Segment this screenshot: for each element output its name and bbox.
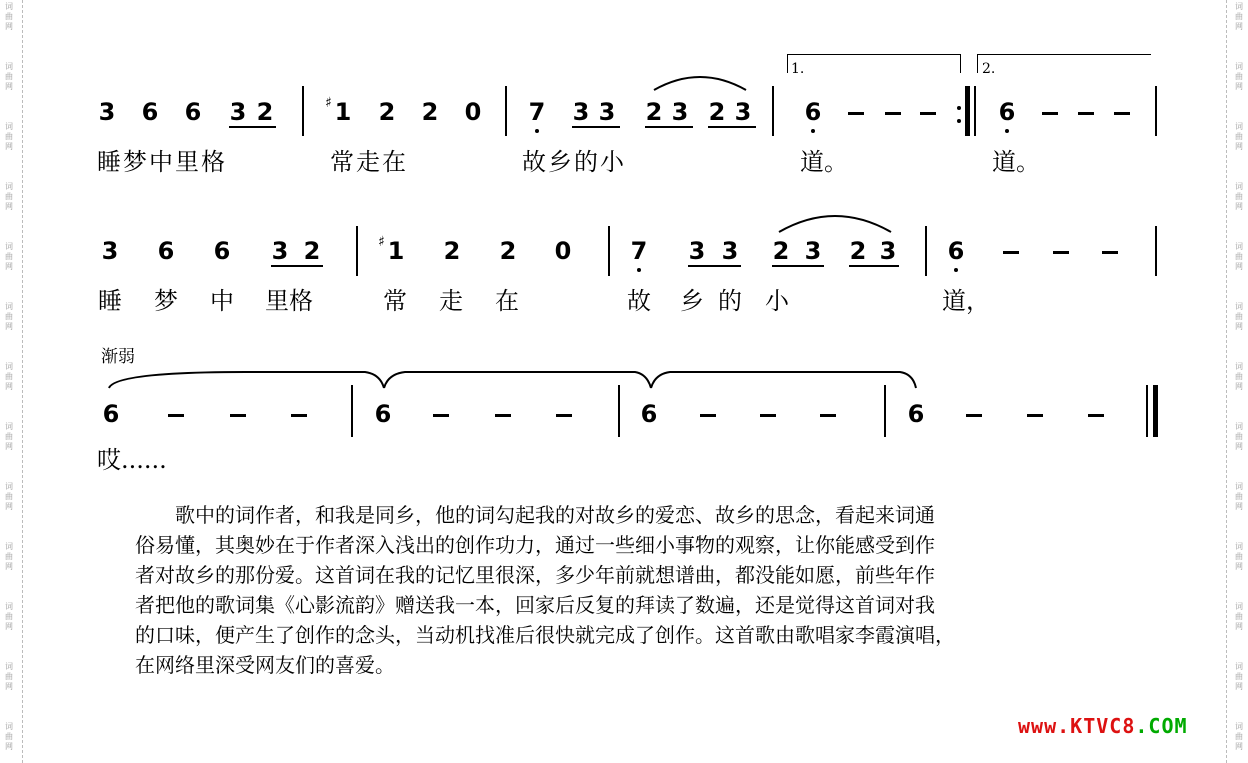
description-paragraph [135,500,1145,680]
watermark-text: 词 曲 网 [1235,2,1243,31]
volta-1-bracket [787,54,961,73]
lyric: 小 [765,287,789,315]
note: 3 [879,237,897,265]
watermark-text: 词 曲 网 [5,602,13,631]
paragraph-line: 在网络里深受网友们的喜爱。 [135,653,395,677]
note: 3 [271,237,289,265]
barline [356,226,358,276]
note: 2 [378,98,396,126]
right-border-line [1226,0,1227,763]
lyric: 走 [439,287,463,315]
barline [772,86,774,136]
note: 6 [141,98,159,126]
note: 7 [630,237,648,265]
eighth-underline [572,126,620,128]
watermark-text: 词 曲 网 [5,122,13,151]
dash [920,112,936,115]
lyric: 道。 [992,148,1040,176]
paragraph-line: 俗易懂，其奥妙在于作者深入浅出的创作功力，通过一些细小事物的观察，让你能感受到作 [135,533,935,557]
dash [760,414,776,417]
right-watermark [1232,0,1246,763]
barline [1155,86,1157,136]
paragraph-line: 者对故乡的那份爱。这首词在我的记忆里很深，多少年前就想谱曲，都没能如愿，前些年作 [135,563,935,587]
lyric: 睡 [98,287,122,315]
dash [848,112,864,115]
note: 6 [998,98,1016,126]
watermark-text: 词 曲 网 [5,422,13,451]
low-octave-dot [637,268,641,272]
logo-com: .COM [1135,714,1188,738]
lyric: 哎...... [97,446,167,474]
watermark-text: 词 曲 网 [1235,422,1243,451]
watermark-text: 词 曲 网 [1235,242,1243,271]
dash [1053,251,1069,254]
dash [556,414,572,417]
note: 3 [98,98,116,126]
dash [433,414,449,417]
dash [1088,414,1104,417]
dash [1003,251,1019,254]
note: 3 [688,237,706,265]
volta-2-bracket [977,54,1151,73]
volta-2-label: 2. [982,61,996,77]
note: 3 [101,237,119,265]
slur-1 [650,70,750,92]
note: 6 [102,400,120,428]
note: 6 [907,400,925,428]
watermark-text: 词 曲 网 [1235,662,1243,691]
lyric: 故乡的小 [522,148,626,176]
watermark-text: 词 曲 网 [1235,62,1243,91]
site-logo[interactable] [1018,714,1188,738]
final-barline-thick [1153,385,1158,437]
barline [618,385,620,437]
sharp-sign: ♯ [378,234,385,250]
note: 6 [157,237,175,265]
dash [1027,414,1043,417]
lyric: 乡 [680,287,704,315]
barline [925,226,927,276]
eighth-underline [271,265,323,267]
lyric: 在 [495,287,519,315]
paragraph-line: 者把他的歌词集《心影流韵》赠送我一本，回家后反复的拜读了数遍，还是觉得这首词对我 [135,593,935,617]
watermark-text: 词 曲 网 [1235,482,1243,511]
note: 3 [804,237,822,265]
watermark-text: 词 曲 网 [5,482,13,511]
repeat-dot [957,106,961,110]
note: 2 [421,98,439,126]
note: 2 [303,237,321,265]
volta-1-label: 1. [791,61,805,77]
barline [608,226,610,276]
dash [230,414,246,417]
lyric: 道， [942,287,990,315]
note: 3 [572,98,590,126]
note: 2 [443,237,461,265]
lyric: 道。 [800,148,848,176]
eighth-underline [772,265,824,267]
note: 1 [334,98,352,126]
watermark-text: 词 曲 网 [5,362,13,391]
note: 2 [256,98,274,126]
dash [700,414,716,417]
note: 6 [184,98,202,126]
logo-www: www. [1018,714,1071,738]
slur-2 [775,208,895,234]
watermark-text: 词 曲 网 [1235,722,1243,751]
note: 2 [849,237,867,265]
note: 3 [598,98,616,126]
repeat-barline-thin [974,86,976,136]
dash [495,414,511,417]
lyric: 常走在 [330,148,408,176]
eighth-underline [849,265,899,267]
barline [302,86,304,136]
watermark-text: 词 曲 网 [5,2,13,31]
note: 2 [499,237,517,265]
dash [966,414,982,417]
low-octave-dot [811,129,815,133]
lyric: 梦 [154,287,178,315]
lyric: 中 [210,287,234,315]
dash [1102,251,1118,254]
note: 6 [374,400,392,428]
lyric: 常 [383,287,407,315]
logo-ktv: KTVC8 [1070,714,1136,738]
repeat-dot [957,119,961,123]
dash [1114,112,1130,115]
watermark-text: 词 曲 网 [1235,122,1243,151]
lyric: 睡梦中里格 [97,148,227,176]
low-octave-dot [1005,129,1009,133]
dash [291,414,307,417]
note: 3 [734,98,752,126]
low-octave-dot [954,268,958,272]
dash [1042,112,1058,115]
low-octave-dot [535,129,539,133]
note: 3 [721,237,739,265]
note: 2 [708,98,726,126]
slur-ties [105,366,920,392]
watermark-text: 词 曲 网 [1235,302,1243,331]
lyric: 的 [718,287,742,315]
lyric: 故 [627,287,651,315]
watermark-text: 词 曲 网 [1235,602,1243,631]
repeat-barline-thick [965,86,970,136]
note: 6 [640,400,658,428]
note: 2 [772,237,790,265]
note: 2 [645,98,663,126]
dash [168,414,184,417]
watermark-text: 词 曲 网 [5,182,13,211]
final-barline-thin [1146,385,1148,437]
barline [351,385,353,437]
note: 0 [464,98,482,126]
watermark-text: 词 曲 网 [5,662,13,691]
paragraph-line: 歌中的词作者，和我是同乡，他的词勾起我的对故乡的爱恋、故乡的思念，看起来词通 [135,503,935,527]
sharp-sign: ♯ [325,95,332,111]
note: 3 [671,98,689,126]
dynamic-marking: 渐弱 [101,347,135,367]
left-border-line [22,0,23,763]
note: 0 [554,237,572,265]
watermark-text: 词 曲 网 [5,62,13,91]
dash [820,414,836,417]
note: 1 [387,237,405,265]
watermark-text: 词 曲 网 [1235,362,1243,391]
barline [1155,226,1157,276]
eighth-underline [229,126,276,128]
note: 6 [213,237,231,265]
watermark-text: 词 曲 网 [5,542,13,571]
eighth-underline [688,265,741,267]
barline [505,86,507,136]
eighth-underline [708,126,756,128]
watermark-text: 词 曲 网 [1235,182,1243,211]
eighth-underline [645,126,693,128]
note: 7 [528,98,546,126]
watermark-text: 词 曲 网 [1235,542,1243,571]
note: 6 [947,237,965,265]
watermark-text: 词 曲 网 [5,242,13,271]
dash [1078,112,1094,115]
watermark-text: 词 曲 网 [5,302,13,331]
left-watermark [2,0,16,763]
watermark-text: 词 曲 网 [5,722,13,751]
barline [884,385,886,437]
note: 3 [229,98,247,126]
note: 6 [804,98,822,126]
lyric: 里格 [265,287,313,315]
paragraph-line: 的口味，便产生了创作的念头，当动机找准后很快就完成了创作。这首歌由歌唱家李霞演唱， [135,623,955,647]
dash [885,112,901,115]
